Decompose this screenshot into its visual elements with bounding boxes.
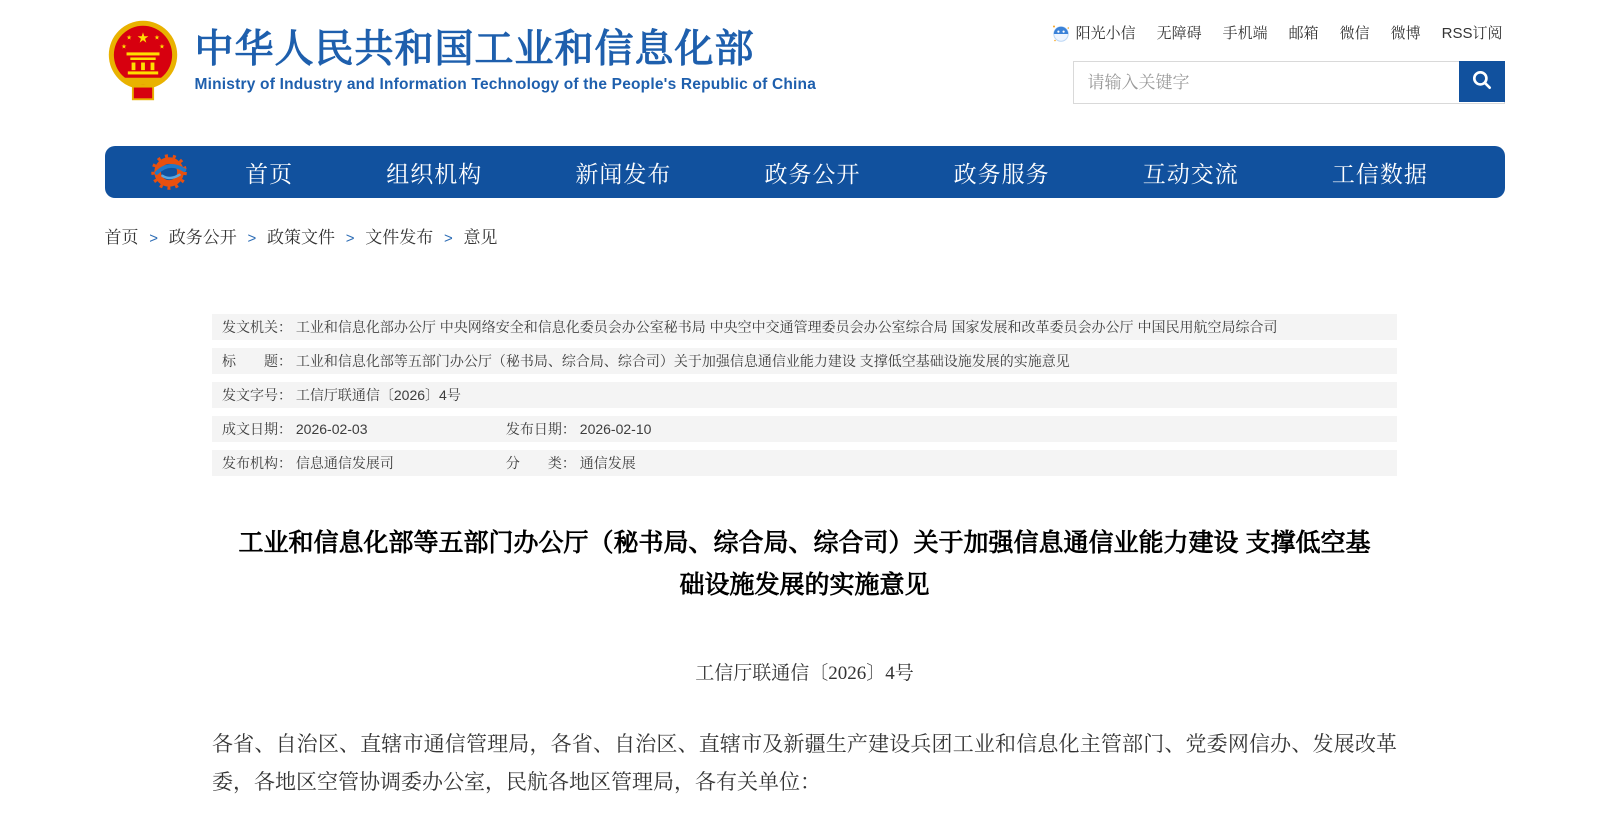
document-main bbox=[212, 314, 1397, 801]
meta-pair-publish-date bbox=[506, 421, 652, 437]
svg-text:★: ★ bbox=[125, 34, 132, 42]
quick-link-label: 阳光小信 bbox=[1075, 25, 1136, 42]
site-title-block bbox=[195, 27, 817, 94]
nav-items bbox=[199, 152, 1475, 193]
robot-icon bbox=[1051, 23, 1071, 43]
meta-pair-written-date bbox=[222, 416, 502, 442]
search-icon bbox=[1471, 69, 1493, 94]
breadcrumb-separator: > bbox=[149, 230, 158, 247]
meta-value: 工业和信息化部办公厅 中央网络安全和信息化委员会办公室秘书局 中央空中交通管理委员会办公室综合局 国家发展和改革委员会办公厅 中国民用航空局综合司 bbox=[295, 319, 1278, 335]
meta-label: 分 类： bbox=[505, 455, 576, 471]
miit-gear-logo-icon bbox=[151, 153, 189, 191]
breadcrumb-gov-affairs[interactable]: 政务公开 bbox=[168, 228, 237, 247]
meta-row-dates bbox=[212, 416, 1397, 442]
site-title-cn: 中华人民共和国工业和信息化部 bbox=[194, 27, 755, 71]
meta-row-document-number bbox=[212, 382, 1397, 408]
meta-label: 成文日期： bbox=[222, 421, 292, 437]
meta-value: 2026-02-10 bbox=[579, 421, 652, 437]
quick-link-mobile[interactable] bbox=[1223, 22, 1268, 43]
meta-label: 发文字号： bbox=[222, 387, 292, 403]
search-button[interactable] bbox=[1459, 61, 1505, 102]
breadcrumb bbox=[105, 223, 1505, 248]
meta-value: 信息通信发展司 bbox=[295, 455, 394, 471]
meta-value: 工信厅联通信〔2026〕4号 bbox=[295, 387, 461, 403]
quick-links-bar bbox=[1051, 22, 1503, 43]
svg-text:★: ★ bbox=[153, 34, 160, 42]
nav-item-organization[interactable]: 组织机构 bbox=[386, 160, 483, 187]
quick-link-wechat[interactable] bbox=[1340, 22, 1370, 43]
search-bar bbox=[1073, 61, 1505, 104]
document-body-paragraph: 各省、自治区、直辖市通信管理局，各省、自治区、直辖市及新疆生产建设兵团工业和信息化主管部门、党委网信办、发展改革委，各地区空管协调委办公室，民航各地区管理局，各有关单位： bbox=[212, 732, 1397, 794]
breadcrumb-home[interactable]: 首页 bbox=[104, 228, 139, 247]
quick-link-weibo[interactable] bbox=[1391, 22, 1421, 43]
document-title: 工业和信息化部等五部门办公厅（秘书局、综合局、综合司）关于加强信息通信业能力建设 支撑低空基础设施发展的实施意见 bbox=[238, 529, 1371, 599]
meta-value: 工业和信息化部等五部门办公厅（秘书局、综合局、综合司）关于加强信息通信业能力建设 支撑低空基础设施发展的实施意见 bbox=[295, 353, 1070, 369]
meta-label: 发布机构： bbox=[222, 455, 292, 471]
svg-text:★: ★ bbox=[120, 43, 127, 51]
quick-link-mail[interactable] bbox=[1289, 22, 1319, 43]
meta-label: 标 题： bbox=[222, 353, 292, 369]
breadcrumb-separator: > bbox=[247, 230, 257, 247]
quick-link-accessibility[interactable] bbox=[1157, 22, 1202, 43]
meta-value: 2026-02-03 bbox=[295, 421, 368, 437]
site-title-en: Ministry of Industry and Information Technology of the People's Republic of China bbox=[194, 75, 817, 93]
breadcrumb-policy-documents[interactable]: 政策文件 bbox=[266, 228, 335, 247]
quick-link-label: 微博 bbox=[1390, 25, 1421, 42]
breadcrumb-document-release[interactable]: 文件发布 bbox=[365, 228, 434, 247]
meta-row-issuing-agency bbox=[212, 314, 1397, 340]
national-emblem-icon bbox=[105, 18, 181, 102]
nav-item-interaction[interactable]: 互动交流 bbox=[1142, 160, 1239, 187]
meta-row-title bbox=[212, 348, 1397, 374]
search-input[interactable] bbox=[1074, 62, 1459, 103]
meta-pair-publisher bbox=[222, 450, 502, 476]
quick-link-sunshine-assistant[interactable] bbox=[1051, 22, 1136, 43]
meta-row-publisher-category bbox=[212, 450, 1397, 476]
breadcrumb-separator: > bbox=[443, 230, 453, 247]
quick-link-label: 手机端 bbox=[1222, 25, 1268, 42]
meta-pair-category bbox=[506, 455, 636, 471]
quick-link-label: 邮箱 bbox=[1288, 25, 1319, 42]
nav-item-gov-services[interactable]: 政务服务 bbox=[953, 160, 1050, 187]
meta-label: 发文机关： bbox=[222, 319, 292, 335]
quick-link-label: 无障碍 bbox=[1156, 25, 1202, 42]
quick-link-label: 微信 bbox=[1339, 25, 1370, 42]
svg-text:★: ★ bbox=[158, 43, 165, 51]
nav-item-gov-affairs[interactable]: 政务公开 bbox=[764, 160, 861, 187]
main-nav bbox=[105, 146, 1505, 198]
site-header bbox=[105, 0, 1505, 140]
breadcrumb-separator: > bbox=[345, 230, 355, 247]
nav-item-miit-data[interactable]: 工信数据 bbox=[1331, 160, 1428, 187]
meta-value: 通信发展 bbox=[579, 455, 636, 471]
svg-text:★: ★ bbox=[136, 29, 149, 46]
document-number: 工信厅联通信〔2026〕4号 bbox=[695, 663, 914, 684]
meta-label: 发布日期： bbox=[505, 421, 576, 437]
quick-link-rss[interactable] bbox=[1442, 22, 1503, 43]
breadcrumb-opinions[interactable]: 意见 bbox=[463, 228, 498, 247]
nav-item-news[interactable]: 新闻发布 bbox=[575, 160, 672, 187]
quick-link-label: RSS订阅 bbox=[1441, 25, 1503, 42]
nav-item-home[interactable]: 首页 bbox=[245, 160, 294, 187]
